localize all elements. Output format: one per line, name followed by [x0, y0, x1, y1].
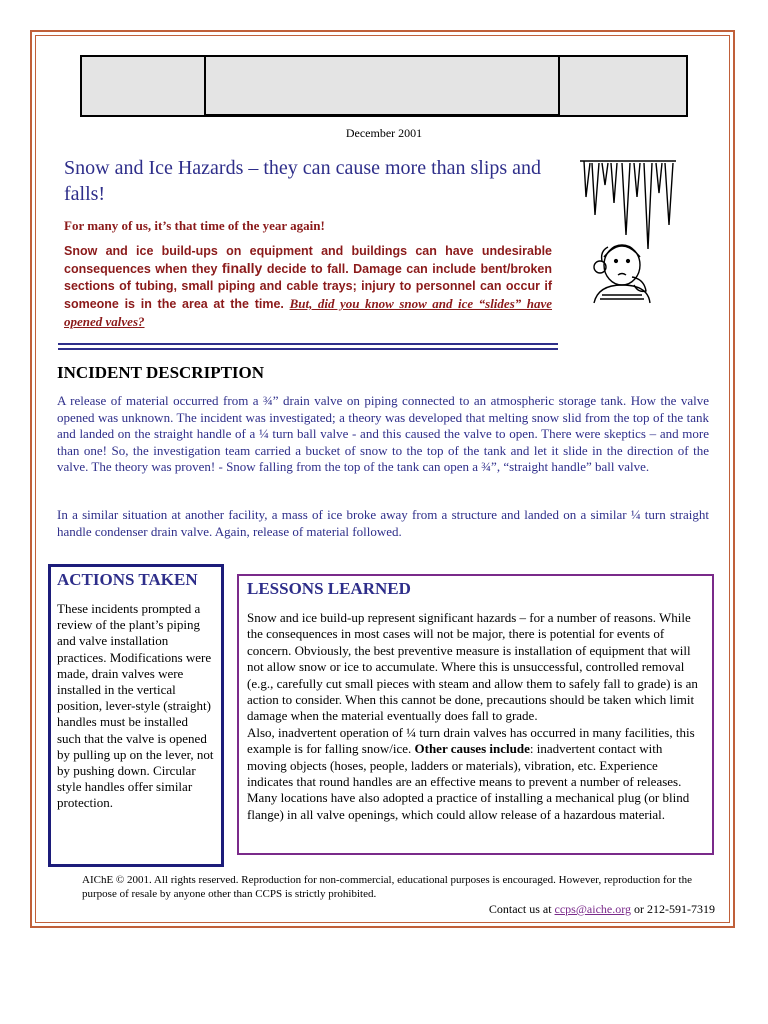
contact-suffix: or 212-591-7319	[631, 902, 715, 916]
incident-paragraph-1: A release of material occurred from a ¾” drain valve on piping connected to an atmospheric storage tank. How the valve opened was unknown. The incident was investigated; a theory was developed that melting snow slid from the top of the tank and landed on the straight handle of a ¼ turn ball valve - and this caused the valve to open. There were skeptics – and more than one! So, the investigation team carried a bucket of snow to the top of the tank and let it slide in the direction of the valve. The theory was proven! - Snow falling from the top of the tank can open a ¾”, “straight handle” ball valve.	[57, 393, 709, 474]
email-link[interactable]: ccps@aiche.org	[554, 902, 631, 916]
header-box-right	[558, 55, 688, 117]
incident-title: INCIDENT DESCRIPTION	[57, 363, 265, 382]
lessons-text-3: : inadvertent contact with moving objects (hoses, people, ladders or materials), vibration, etc. Experience indicates that round handles are an effective means to prevent a number of releases. Many locations have also adopted a practice of installing a mechanical plug (or blind flange) in all valve openings, which could allow release of a hazardous material.	[247, 741, 690, 822]
contact-prefix: Contact us at	[488, 902, 555, 916]
issue-date: December 2001	[345, 126, 423, 140]
actions-title: ACTIONS TAKEN	[57, 570, 198, 589]
icicle-clipart-icon	[578, 157, 678, 307]
header-box-center	[204, 55, 560, 117]
contact-line	[489, 902, 715, 917]
headline: Snow and Ice Hazards – they can cause more than slips and falls!	[64, 157, 542, 205]
lessons-text-bold: Other causes include	[414, 741, 530, 757]
lessons-text	[247, 610, 704, 823]
intro-body-part1: Snow and ice build-ups on equipment and buildings can have undesirable consequences when they	[64, 244, 552, 276]
intro-emphasis: finally	[221, 260, 263, 276]
lessons-text-1: Snow and ice build-up represent significant hazards – for a number of reasons. While the consequences in most cases will not be major, there is potential for events of concern. Obviously, the best preventive measure is installation of equipment that will not allow snow or ice to accumulate. Where this is unsuccessful, controlled removal (e.g., carefully cut small pieces with steam and allow them to safely fall to grade) is an action to consider. When this cannot be done, precautions should be taken which limit damage when the material eventually does fall to grade.	[247, 610, 698, 724]
intro-lead: For many of us, it’s that time of the year again!	[64, 218, 325, 233]
lessons-learned-box	[237, 574, 714, 855]
incident-paragraph-2: In a similar situation at another facility, a mass of ice broke away from a structure and landed on a similar ¼ turn straight handle condenser drain valve. Again, release of material followed.	[57, 507, 709, 539]
lessons-title: LESSONS LEARNED	[247, 579, 411, 598]
header-box-left	[80, 55, 206, 117]
actions-taken-box	[48, 564, 224, 867]
intro-body	[64, 243, 552, 331]
divider-line-top	[58, 343, 558, 345]
copyright-notice: AIChE © 2001. All rights reserved. Reproduction for non-commercial, educational purposes is encouraged. However, reproduction for the purpose of resale by anyone other than CCPS is strictly prohibited.	[82, 874, 692, 900]
actions-text: These incidents prompted a review of the plant’s piping and valve installation practices. Modifications were made, drain valves were installed in the vertical position, lever-style (straight) handles must be installed such that the valve is opened by pulling up on the lever, not by pushing down. Circular style handles offer similar protection.	[57, 601, 214, 811]
intro-question: But, did you know snow and ice “slides” have opened valves?	[64, 296, 553, 329]
divider-line-bottom	[58, 348, 558, 350]
lessons-text-2: Also, inadvertent operation of ¼ turn drain valves has occurred in many facilities, this example is for falling snow/ice.	[247, 724, 695, 757]
intro-body-part2: decide to fall. Damage can include bent/broken sections of tubing, small piping and cable trays; injury to personnel can occur if someone is in the area at the time.	[64, 262, 552, 311]
